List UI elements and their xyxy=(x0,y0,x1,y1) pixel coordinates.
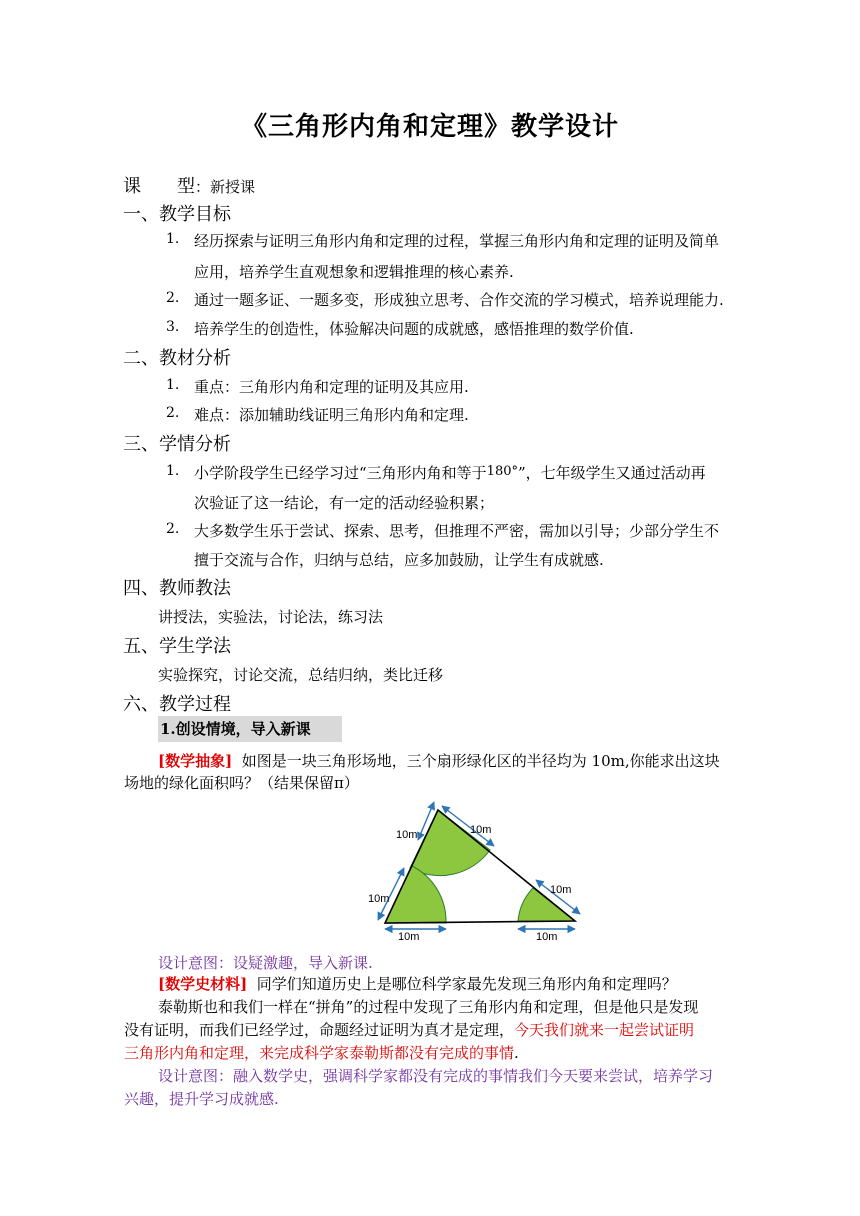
label-bottom-left: 10m xyxy=(398,931,420,942)
teaching-method-text: 讲授法，实验法，讨论法，练习法 xyxy=(158,608,384,626)
page-title: 《三角形内角和定理》教学设计 xyxy=(240,112,619,142)
history-text: 同学们知道历史上是哪位科学家最先发现三角形内角和定理吗？ xyxy=(256,975,677,993)
degree-value: 180° xyxy=(486,464,518,479)
step-1-heading: 1.创设情境，导入新课 xyxy=(158,716,342,742)
section-heading-goals: 一、教学目标 xyxy=(123,204,231,225)
history-line xyxy=(158,973,677,994)
student-num-1: 1. xyxy=(166,463,180,479)
student-1-line2: 次验证了这一结论，有一定的活动经验积累； xyxy=(194,494,495,512)
goal-num-2: 2. xyxy=(166,290,180,306)
para1-line3a: 三角形内角和定理，来完成科学家泰勒斯都没有完成的事情 xyxy=(124,1044,515,1062)
triangle-figure xyxy=(360,796,600,942)
student-2-line2: 擅于交流与合作，归纳与总结，应多加鼓励，让学生有成就感. xyxy=(194,551,604,569)
goal-num-1: 1. xyxy=(166,231,180,247)
goal-1-line2: 应用，培养学生直观想象和逻辑推理的核心素养. xyxy=(194,263,514,281)
para1-line2a: 没有证明，而我们已经学过，命题经过证明为真才是定理， xyxy=(124,1021,515,1039)
lesson-type xyxy=(123,172,255,198)
history-tag: [数学史材料] xyxy=(158,975,248,993)
section-heading-process: 六、教学过程 xyxy=(123,694,231,715)
student-1-line1 xyxy=(194,462,706,483)
material-1-line1: 重点：三角形内角和定理的证明及其应用. xyxy=(194,378,469,396)
student-1-line1a: 小学阶段学生已经学习过“三角形内角和等于 xyxy=(194,464,487,482)
learning-method-text: 实验探究，讨论交流，总结归纳，类比迁移 xyxy=(158,666,444,684)
section-heading-teaching-method: 四、教师教法 xyxy=(123,578,231,599)
label-right: 10m xyxy=(550,884,572,896)
abstract-line2: 场地的绿化面积吗？（结果保留π） xyxy=(124,774,359,792)
design-intent-1: 设计意图：设疑激趣，导入新课. xyxy=(158,954,373,972)
para1-line2 xyxy=(124,1019,694,1040)
lesson-type-label: 课 型 xyxy=(123,176,195,197)
para1-line2b: 今天我们就来一起尝试证明 xyxy=(514,1021,695,1039)
abstract-tag: [数学抽象] xyxy=(158,752,233,770)
material-num-1: 1. xyxy=(166,377,180,393)
label-left: 10m xyxy=(368,893,390,905)
label-top-left: 10m xyxy=(396,829,418,841)
material-2-line1: 难点：添加辅助线证明三角形内角和定理. xyxy=(194,406,469,424)
goal-2-line1: 通过一题多证、一题多变，形成独立思考、合作交流的学习模式，培养说理能力. xyxy=(194,291,724,309)
section-heading-students: 三、学情分析 xyxy=(123,434,231,455)
label-bottom-right: 10m xyxy=(536,931,558,942)
design-intent-2-line1: 设计意图：融入数学史，强调科学家都没有完成的事情我们今天要来尝试，培养学习 xyxy=(158,1067,714,1085)
abstract-text1: 如图是一块三角形场地，三个扇形绿化区的半径均为 10m,你能求出这块 xyxy=(241,752,720,770)
goal-1-line1: 经历探索与证明三角形内角和定理的过程，掌握三角形内角和定理的证明及简单 xyxy=(194,232,720,250)
label-top-right: 10m xyxy=(470,824,492,836)
design-intent-2-line2: 兴趣，提升学习成就感. xyxy=(124,1090,279,1108)
para1-line3 xyxy=(124,1042,519,1063)
section-heading-materials: 二、教材分析 xyxy=(123,348,231,369)
lesson-type-colon: ： xyxy=(195,178,211,196)
student-1-line1b: ”，七年级学生又通过活动再 xyxy=(518,464,706,482)
section-heading-learning-method: 五、学生学法 xyxy=(123,636,231,657)
abstract-line1 xyxy=(158,750,720,771)
student-2-line1: 大多数学生乐于尝试、探索、思考，但推理不严密，需加以引导；少部分学生不 xyxy=(194,522,720,540)
student-num-2: 2. xyxy=(166,521,180,537)
goal-num-3: 3. xyxy=(166,319,180,335)
para1-line1: 泰勒斯也和我们一样在“拼角”的过程中发现了三角形内角和定理，但是他只是发现 xyxy=(158,998,699,1016)
goal-3-line1: 培养学生的创造性，体验解决问题的成就感，感悟推理的数学价值. xyxy=(194,320,634,338)
para1-line3b: . xyxy=(514,1044,519,1062)
material-num-2: 2. xyxy=(166,405,180,421)
lesson-type-value: 新授课 xyxy=(210,178,256,196)
